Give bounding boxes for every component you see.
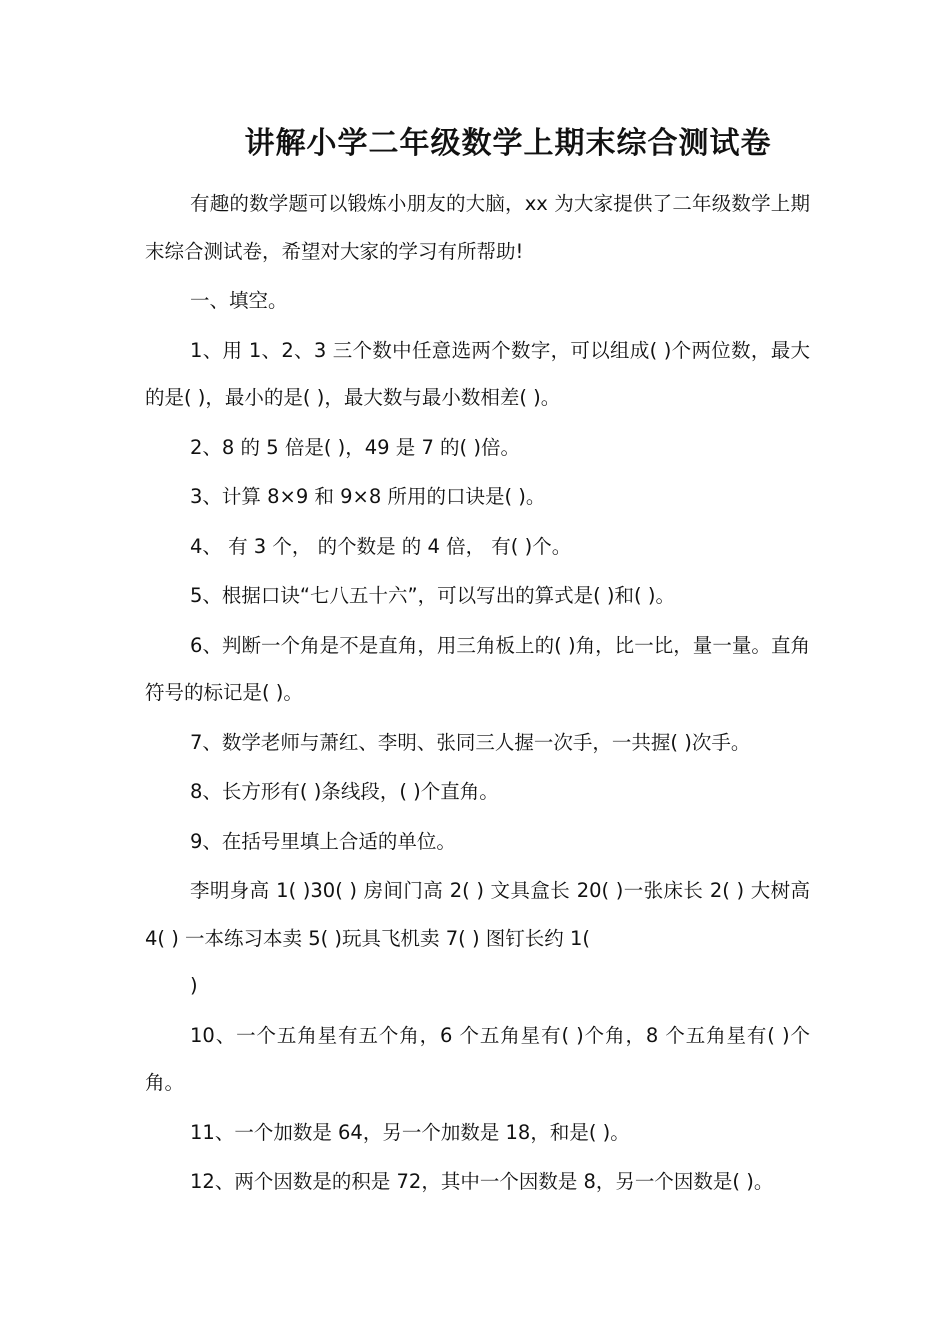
question-4: 4、 有 3 个， 的个数是 的 4 倍， 有( )个。 — [190, 534, 572, 558]
question-9: 9、在括号里填上合适的单位。 — [190, 829, 456, 853]
question-9-units-end: ) — [190, 974, 198, 997]
question-1: 1、用 1、2、3 三个数中任意选两个数字，可以组成( )个两位数，最大的是( )，最小的是( )，最大数与最小数相差( )。 — [145, 338, 810, 409]
question-3: 3、计算 8×9 和 9×8 所用的口诀是( )。 — [190, 485, 546, 508]
intro-paragraph: 有趣的数学题可以锻炼小朋友的大脑，xx 为大家提供了二年级数学上期末综合测试卷，希望对大家的学习有所帮助! — [145, 192, 810, 263]
question-9-units: 李明身高 1( )30( ) 房间门高 2( ) 文具盒长 20( )一张床长 2( ) 大树高 4( ) 一本练习本卖 5( )玩具飞机卖 7( ) 图钉长约 1( — [145, 879, 810, 950]
question-7: 7、数学老师与萧红、李明、张同三人握一次手，一共握( )次手。 — [190, 730, 751, 754]
question-2: 2、8 的 5 倍是( )，49 是 7 的( )倍。 — [190, 435, 520, 459]
section-heading: 一、填空。 — [190, 289, 288, 312]
question-12: 12、两个因数是的积是 72，其中一个因数是 8，另一个因数是( )。 — [190, 1170, 774, 1193]
question-11: 11、一个加数是 64，另一个加数是 18，和是( )。 — [190, 1120, 630, 1144]
document-body — [145, 180, 810, 1208]
question-5: 5、根据口诀“七八五十六”，可以写出的算式是( )和( )。 — [190, 584, 675, 607]
question-10: 10、一个五角星有五个角，6 个五角星有( )个角，8 个五角星有( )个角。 — [145, 1023, 810, 1094]
question-8: 8、长方形有( )条线段，( )个直角。 — [190, 780, 499, 803]
page-title: 讲解小学二年级数学上期末综合测试卷 — [244, 126, 772, 161]
question-6: 6、判断一个角是不是直角，用三角板上的( )角，比一比，量一量。直角符号的标记是( )。 — [145, 633, 810, 704]
